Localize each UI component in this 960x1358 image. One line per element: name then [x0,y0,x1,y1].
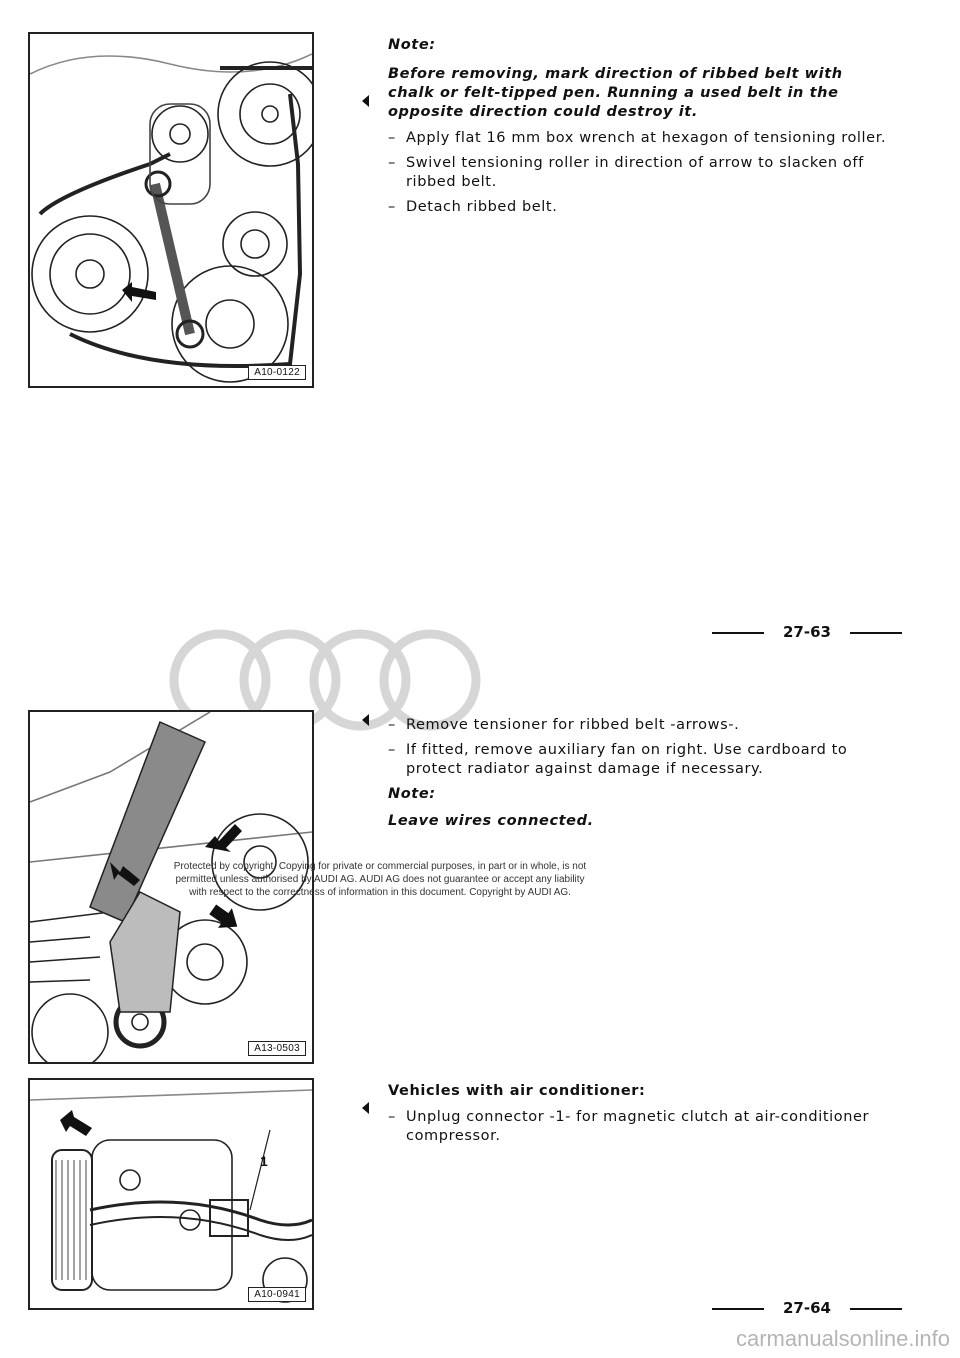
note-body: Before removing, mark direction of ribbed belt with chalk or felt-tipped pen. Running a used belt in the opposite direction could destroy it. [388,66,843,120]
step-item: – Unplug connector -1- for magnetic clutch at air-conditioner compressor. [388,1109,870,1144]
pointer-arrow-icon [362,95,369,107]
pointer-arrow-icon [362,1102,369,1114]
page-number: 27-64 [712,1298,902,1320]
copyright-watermark: Protected by copyright. Copying for private or commercial purposes, in part or in whole, is not permitted unless authorised by AUDI AG. AUDI AG does not guarantee or accept any liability with respect to the correctness of information in this document. Copyright by AUDI AG. [173,861,587,898]
step-item: – Remove tensioner for ribbed belt -arrows-. [388,717,740,733]
callout-number: 1 [260,1153,268,1169]
page-number: 27-63 [712,622,902,644]
step-item: – If fitted, remove auxiliary fan on right. Use cardboard to protect radiator against damage if necessary. [388,742,848,777]
figure-label: A10-0941 [248,1287,306,1302]
figure-label: A13-0503 [248,1041,306,1056]
figure-ac-compressor-connector [28,1078,314,1310]
pointer-arrow-icon [362,714,369,726]
section-heading: Vehicles with air conditioner: [388,1083,646,1099]
step-item: – Swivel tensioning roller in direction of arrow to slacken off ribbed belt. [388,155,864,190]
note-title: Note: [388,37,436,53]
step-item: – Apply flat 16 mm box wrench at hexagon of tensioning roller. [388,130,887,146]
section1-text [388,36,888,223]
figure-belt-tensioner-wrench [28,32,314,388]
note-title: Note: [388,786,436,802]
section3-text [388,1082,888,1152]
note-body: Leave wires connected. [388,813,594,829]
section2-text [388,716,888,838]
figure-label: A10-0122 [248,365,306,380]
step-item: – Detach ribbed belt. [388,199,558,215]
site-watermark: carmanualsonline.info [735,1326,950,1351]
